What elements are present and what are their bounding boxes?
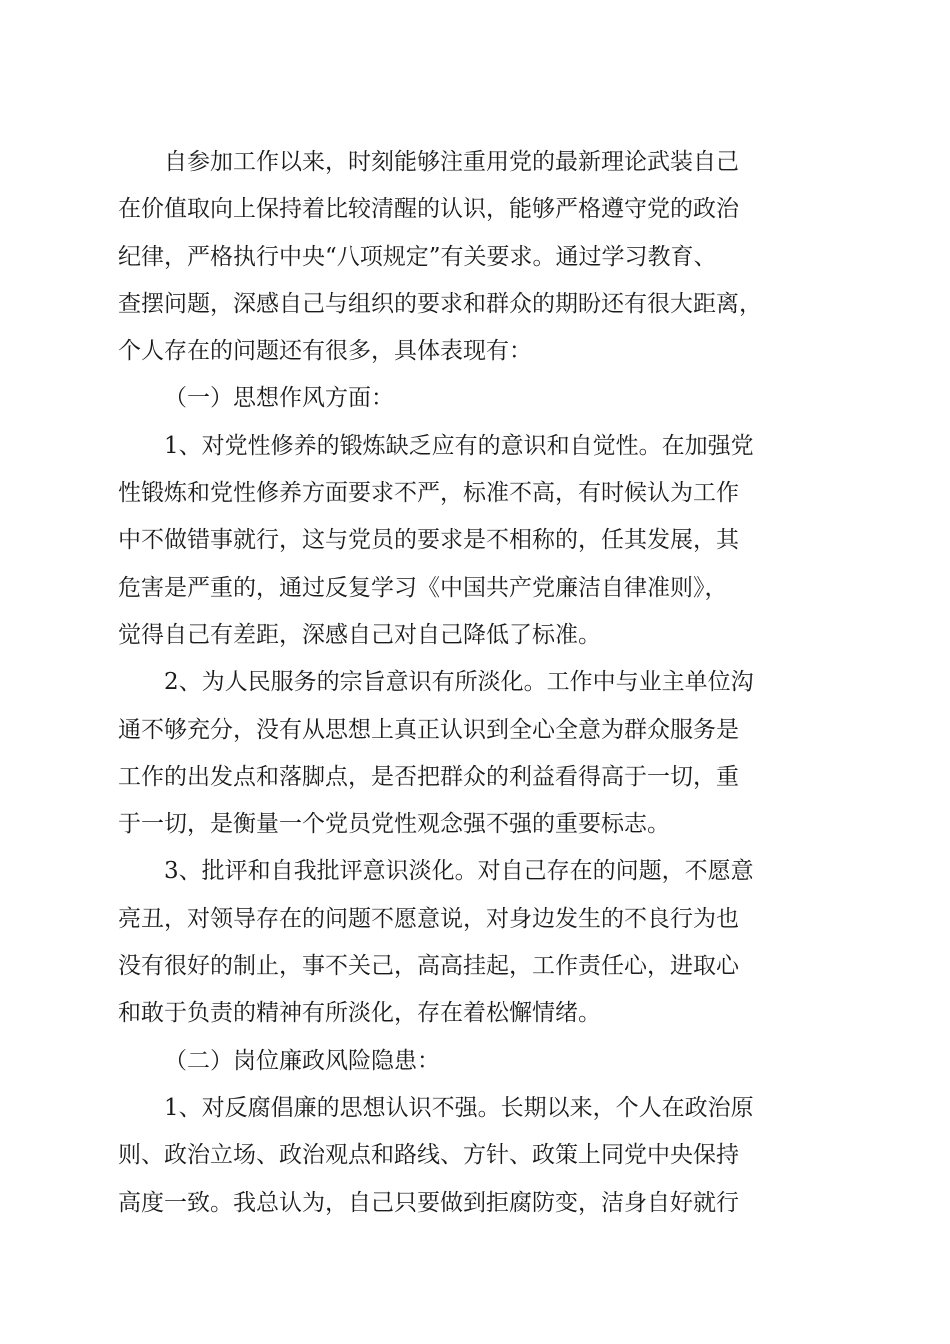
- text-line: 3、批评和自我批评意识淡化。对自己存在的问题，不愿意: [164, 858, 754, 885]
- text-line: 2、为人民服务的宗旨意识有所淡化。工作中与业主单位沟: [164, 669, 754, 696]
- text-line: 查摆问题，深感自己与组织的要求和群众的期盼还有很大距离，: [118, 290, 762, 317]
- section-heading-1: （一）思想作风方面：: [164, 385, 394, 412]
- text-line: 于一切，是衡量一个党员党性观念强不强的重要标志。: [118, 811, 670, 838]
- text-line: 1、对党性修养的锻炼缺乏应有的意识和自觉性。在加强党: [164, 432, 754, 459]
- section1-item1-paragraph: [118, 423, 834, 659]
- text-line: 自参加工作以来，时刻能够注重用党的最新理论武装自己: [164, 149, 739, 175]
- section2-item1-paragraph: [118, 1085, 834, 1227]
- text-line: 危害是严重的，通过反复学习《中国共产党廉洁自律准则》，: [118, 574, 728, 601]
- text-line: 在价值取向上保持着比较清醒的认识，能够严格遵守党的政治: [118, 196, 739, 223]
- text-line: 高度一致。我总认为，自己只要做到拒腐防变，洁身自好就行: [118, 1189, 739, 1216]
- text-line: 没有很好的制止，事不关己，高高挂起，工作责任心，进取心: [118, 953, 739, 980]
- section1-item3-paragraph: [118, 848, 834, 1037]
- text-line: 和敢于负责的精神有所淡化，存在着松懈情绪。: [118, 1000, 601, 1027]
- text-line: 觉得自己有差距，深感自己对自己降低了标准。: [118, 621, 601, 648]
- text-line: 亮丑，对领导存在的问题不愿意说，对身边发生的不良行为也: [118, 905, 739, 932]
- text-line: 纪律，严格执行中央“八项规定”有关要求。通过学习教育、: [118, 243, 717, 270]
- text-line: 则、政治立场、政治观点和路线、方针、政策上同党中央保持: [118, 1142, 739, 1169]
- text-line: 中不做错事就行，这与党员的要求是不相称的，任其发展，其: [118, 527, 739, 554]
- text-line: 个人存在的问题还有很多，具体表现有：: [118, 338, 532, 365]
- text-line: 工作的出发点和落脚点，是否把群众的利益看得高于一切，重: [118, 763, 739, 790]
- document-body: [118, 139, 834, 1227]
- intro-paragraph: [118, 139, 834, 375]
- section-heading-2: （二）岗位廉政风险隐患：: [164, 1047, 440, 1074]
- section1-item2-paragraph: [118, 659, 834, 848]
- text-line: 性锻炼和党性修养方面要求不严，标准不高，有时候认为工作: [118, 480, 739, 507]
- text-line: 1、对反腐倡廉的思想认识不强。长期以来，个人在政治原: [164, 1094, 754, 1121]
- text-line: 通不够充分，没有从思想上真正认识到全心全意为群众服务是: [118, 716, 739, 743]
